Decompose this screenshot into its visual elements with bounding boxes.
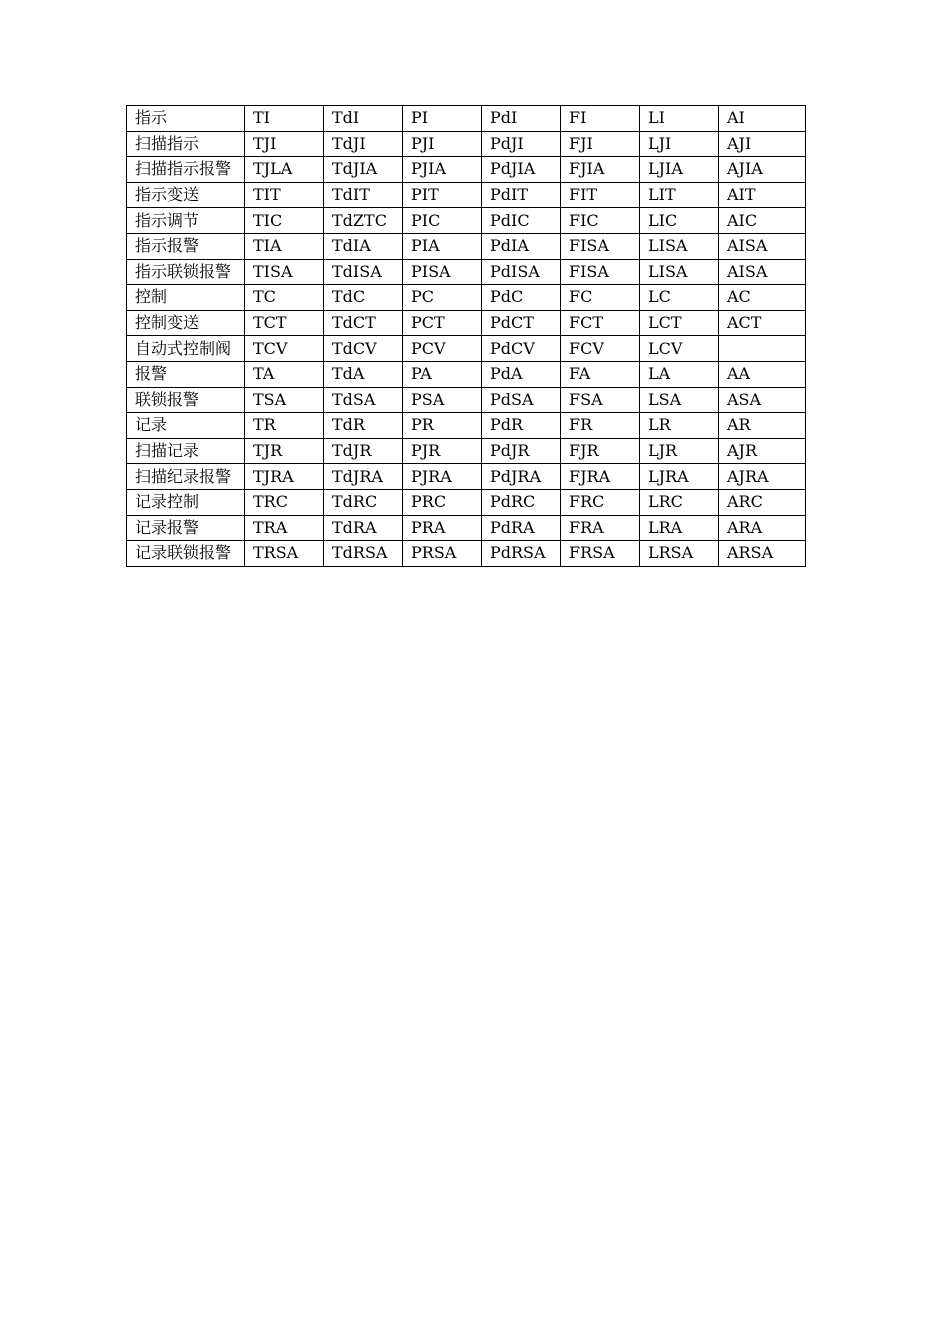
instrument-code-cell: TdC	[324, 285, 403, 311]
instrument-code-cell: PRA	[403, 515, 482, 541]
instrument-code-cell: TdSA	[324, 387, 403, 413]
instrument-code-cell: TdRC	[324, 489, 403, 515]
instrument-code-cell: FJR	[561, 438, 640, 464]
instrument-code-cell: AA	[719, 361, 806, 387]
instrument-code-cell: LRA	[640, 515, 719, 541]
instrument-code-cell: TISA	[245, 259, 324, 285]
instrument-code-cell: AIT	[719, 182, 806, 208]
instrument-code-cell: TdJR	[324, 438, 403, 464]
instrument-code-cell: TdI	[324, 106, 403, 132]
instrument-code-cell: TdZTC	[324, 208, 403, 234]
function-label-cell: 自动式控制阀	[127, 336, 245, 362]
instrument-code-cell: TRA	[245, 515, 324, 541]
instrument-code-cell: PIC	[403, 208, 482, 234]
instrument-code-cell: LISA	[640, 233, 719, 259]
instrument-code-cell: PdRC	[482, 489, 561, 515]
instrument-code-cell: AI	[719, 106, 806, 132]
instrument-code-cell: PdJIA	[482, 157, 561, 183]
instrument-code-table	[126, 105, 806, 567]
instrument-code-cell: PdISA	[482, 259, 561, 285]
function-label-cell: 记录联锁报警	[127, 541, 245, 567]
instrument-code-cell: PR	[403, 413, 482, 439]
instrument-code-cell: TdR	[324, 413, 403, 439]
instrument-code-cell: TdIA	[324, 233, 403, 259]
instrument-code-cell: PJIA	[403, 157, 482, 183]
instrument-code-cell: LC	[640, 285, 719, 311]
function-label-cell: 指示调节	[127, 208, 245, 234]
instrument-code-cell: TJI	[245, 131, 324, 157]
instrument-code-cell: FIT	[561, 182, 640, 208]
instrument-code-cell: FCV	[561, 336, 640, 362]
instrument-code-cell: AJRA	[719, 464, 806, 490]
table-row	[127, 413, 806, 439]
function-label-cell: 扫描指示	[127, 131, 245, 157]
instrument-code-cell: TdJRA	[324, 464, 403, 490]
instrument-code-cell: FI	[561, 106, 640, 132]
instrument-code-cell: TRC	[245, 489, 324, 515]
instrument-code-cell: LA	[640, 361, 719, 387]
instrument-code-cell: LSA	[640, 387, 719, 413]
instrument-code-cell: TdISA	[324, 259, 403, 285]
instrument-code-cell: PJI	[403, 131, 482, 157]
instrument-code-cell: TIT	[245, 182, 324, 208]
table-row	[127, 182, 806, 208]
function-label-cell: 扫描纪录报警	[127, 464, 245, 490]
instrument-code-cell: TC	[245, 285, 324, 311]
instrument-code-cell: TdJI	[324, 131, 403, 157]
instrument-code-cell: TJR	[245, 438, 324, 464]
instrument-code-cell: PdRA	[482, 515, 561, 541]
instrument-code-cell: LIT	[640, 182, 719, 208]
table-row	[127, 131, 806, 157]
instrument-code-cell: TdIT	[324, 182, 403, 208]
table-row	[127, 541, 806, 567]
instrument-code-cell: LR	[640, 413, 719, 439]
instrument-code-cell: LIC	[640, 208, 719, 234]
instrument-code-cell: ARSA	[719, 541, 806, 567]
function-label-cell: 记录控制	[127, 489, 245, 515]
instrument-code-cell: TdRSA	[324, 541, 403, 567]
instrument-code-cell: TJRA	[245, 464, 324, 490]
instrument-code-cell: LJRA	[640, 464, 719, 490]
instrument-code-cell: FCT	[561, 310, 640, 336]
instrument-code-cell: TA	[245, 361, 324, 387]
table-row	[127, 259, 806, 285]
instrument-code-cell: PIA	[403, 233, 482, 259]
instrument-code-cell: PdIT	[482, 182, 561, 208]
instrument-code-cell: PIT	[403, 182, 482, 208]
table-row	[127, 106, 806, 132]
instrument-code-cell: FISA	[561, 259, 640, 285]
function-label-cell: 扫描记录	[127, 438, 245, 464]
instrument-code-cell: LJIA	[640, 157, 719, 183]
instrument-code-cell: LCV	[640, 336, 719, 362]
instrument-code-cell: PCV	[403, 336, 482, 362]
table-row	[127, 310, 806, 336]
instrument-code-cell: PJRA	[403, 464, 482, 490]
table-row	[127, 208, 806, 234]
instrument-code-cell: TSA	[245, 387, 324, 413]
instrument-code-cell: PRC	[403, 489, 482, 515]
instrument-code-cell: FSA	[561, 387, 640, 413]
function-label-cell: 指示变送	[127, 182, 245, 208]
table-row	[127, 464, 806, 490]
instrument-code-cell: PdIA	[482, 233, 561, 259]
instrument-code-cell: FRA	[561, 515, 640, 541]
instrument-code-cell: TdCV	[324, 336, 403, 362]
instrument-code-cell: PISA	[403, 259, 482, 285]
instrument-code-cell: PSA	[403, 387, 482, 413]
instrument-code-cell: FA	[561, 361, 640, 387]
instrument-code-cell: PdRSA	[482, 541, 561, 567]
function-label-cell: 控制	[127, 285, 245, 311]
function-label-cell: 记录报警	[127, 515, 245, 541]
instrument-code-cell: AIC	[719, 208, 806, 234]
instrument-code-cell: ACT	[719, 310, 806, 336]
instrument-code-cell: FIC	[561, 208, 640, 234]
instrument-code-cell: PdSA	[482, 387, 561, 413]
instrument-code-cell: PdR	[482, 413, 561, 439]
instrument-code-cell: LCT	[640, 310, 719, 336]
instrument-code-cell: ASA	[719, 387, 806, 413]
instrument-code-cell: AC	[719, 285, 806, 311]
instrument-code-cell: FR	[561, 413, 640, 439]
table-row	[127, 285, 806, 311]
instrument-code-cell: LJI	[640, 131, 719, 157]
instrument-code-cell: PA	[403, 361, 482, 387]
function-label-cell: 指示报警	[127, 233, 245, 259]
function-label-cell: 记录	[127, 413, 245, 439]
instrument-code-cell: LJR	[640, 438, 719, 464]
instrument-code-cell: PdCT	[482, 310, 561, 336]
table-row	[127, 361, 806, 387]
instrument-code-cell: LRSA	[640, 541, 719, 567]
instrument-code-cell: TdA	[324, 361, 403, 387]
function-label-cell: 控制变送	[127, 310, 245, 336]
instrument-code-cell: TJLA	[245, 157, 324, 183]
table-row	[127, 515, 806, 541]
table-row	[127, 489, 806, 515]
table-row	[127, 233, 806, 259]
instrument-code-cell: AJI	[719, 131, 806, 157]
instrument-code-cell: TR	[245, 413, 324, 439]
instrument-code-cell: AJR	[719, 438, 806, 464]
instrument-code-cell: TRSA	[245, 541, 324, 567]
instrument-code-cell	[719, 336, 806, 362]
table-row	[127, 387, 806, 413]
instrument-code-cell: ARC	[719, 489, 806, 515]
document-page	[126, 105, 806, 567]
instrument-code-cell: FISA	[561, 233, 640, 259]
instrument-code-cell: AJIA	[719, 157, 806, 183]
instrument-code-cell: TI	[245, 106, 324, 132]
instrument-code-cell: TCT	[245, 310, 324, 336]
instrument-code-cell: FJI	[561, 131, 640, 157]
instrument-code-cell: PC	[403, 285, 482, 311]
table-row	[127, 157, 806, 183]
instrument-code-cell: FC	[561, 285, 640, 311]
instrument-code-cell: PdC	[482, 285, 561, 311]
instrument-code-cell: FJIA	[561, 157, 640, 183]
instrument-code-cell: AISA	[719, 259, 806, 285]
instrument-code-cell: PdJI	[482, 131, 561, 157]
instrument-code-cell: TCV	[245, 336, 324, 362]
instrument-code-cell: TIC	[245, 208, 324, 234]
instrument-code-cell: LI	[640, 106, 719, 132]
instrument-code-cell: PI	[403, 106, 482, 132]
instrument-code-cell: PdI	[482, 106, 561, 132]
table-row	[127, 438, 806, 464]
instrument-code-cell: LRC	[640, 489, 719, 515]
instrument-code-cell: AR	[719, 413, 806, 439]
instrument-code-cell: AISA	[719, 233, 806, 259]
instrument-code-cell: ARA	[719, 515, 806, 541]
instrument-code-cell: LISA	[640, 259, 719, 285]
function-label-cell: 扫描指示报警	[127, 157, 245, 183]
instrument-code-cell: PdIC	[482, 208, 561, 234]
instrument-code-cell: FJRA	[561, 464, 640, 490]
function-label-cell: 指示	[127, 106, 245, 132]
function-label-cell: 联锁报警	[127, 387, 245, 413]
instrument-code-cell: PRSA	[403, 541, 482, 567]
function-label-cell: 报警	[127, 361, 245, 387]
table-body	[127, 106, 806, 567]
instrument-code-cell: TdCT	[324, 310, 403, 336]
table-row	[127, 336, 806, 362]
instrument-code-cell: PdA	[482, 361, 561, 387]
instrument-code-cell: FRSA	[561, 541, 640, 567]
instrument-code-cell: PCT	[403, 310, 482, 336]
instrument-code-cell: TdJIA	[324, 157, 403, 183]
instrument-code-cell: TIA	[245, 233, 324, 259]
instrument-code-cell: FRC	[561, 489, 640, 515]
instrument-code-cell: PdJR	[482, 438, 561, 464]
instrument-code-cell: PJR	[403, 438, 482, 464]
instrument-code-cell: TdRA	[324, 515, 403, 541]
function-label-cell: 指示联锁报警	[127, 259, 245, 285]
instrument-code-cell: PdCV	[482, 336, 561, 362]
instrument-code-cell: PdJRA	[482, 464, 561, 490]
